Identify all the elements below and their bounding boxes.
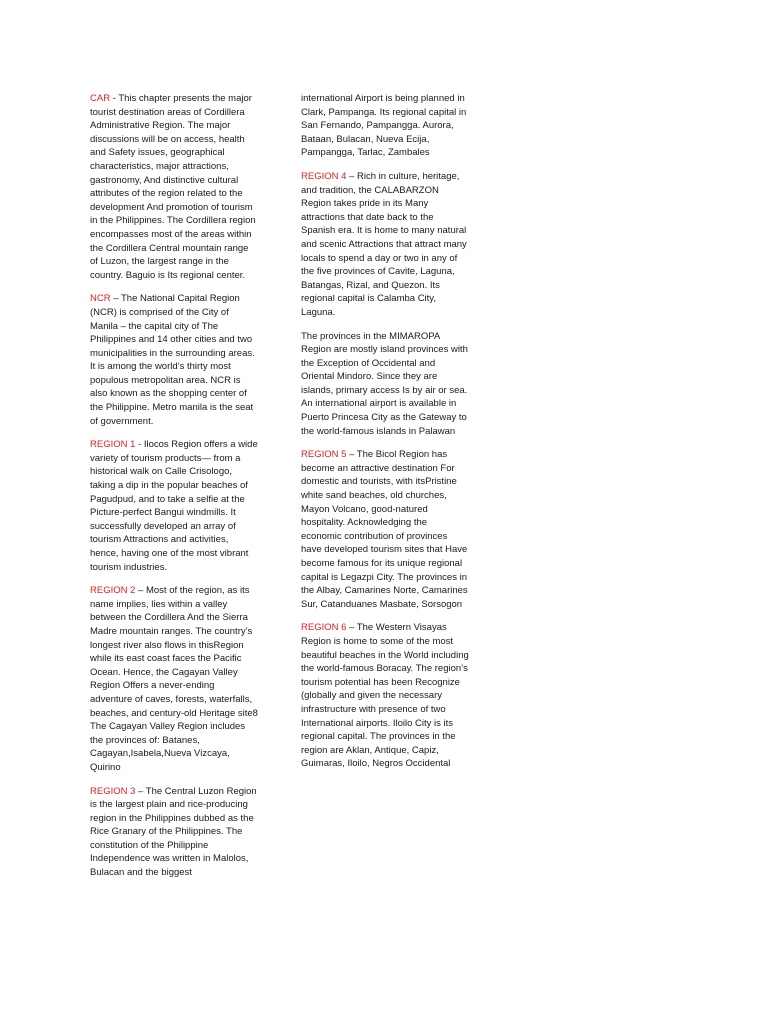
- paragraph-region-4: [301, 170, 469, 320]
- region-label: REGION 2: [90, 585, 136, 597]
- paragraph-region-3-continued: [301, 92, 469, 160]
- paragraph-ncr: [90, 292, 258, 428]
- paragraph-region-1: [90, 438, 258, 574]
- region-label: REGION 6: [301, 622, 347, 634]
- paragraph-mimaropa: [301, 330, 469, 439]
- paragraph-text: The provinces in the MIMAROPA Region are mostly island provinces with the Exception of Occidental and Oriental Mindoro. Since they are islands, primary access Is by air or sea. An international airport is available in Puerto Princesa City as the Gateway to the world-famous islands in Palawan: [301, 330, 468, 437]
- paragraph-text: – The Central Luzon Region is the largest plain and rice-producing region in the Philippines dubbed as the Rice Granary of the Philippines. The constitution of the Philippine Independence was written in Malolos, Bulacan and the biggest: [90, 785, 257, 879]
- region-label: NCR: [90, 293, 111, 305]
- paragraph-text: – The National Capital Region (NCR) is comprised of the City of Manila – the capital city of The Philippines and 14 other cities and two municipalities in the surrounding areas. It is among the world’s thirty most populous metropolitan area. NCR is also known as the shopping center of the Philippine. Metro manila is the seat of government.: [90, 293, 255, 427]
- paragraph-text: - Ilocos Region offers a wide variety of tourism products— from a historical walk on Calle Crisologo, taking a dip in the popular beaches of Pagudpud, and to take a selfie at the Picture-perfect Bangui windmills. It successfully developed an array of tourism Attractions and activities, hence, having one of the most vibrant tourism industries.: [90, 439, 258, 573]
- paragraph-text: – Rich in culture, heritage, and tradition, the CALABARZON Region takes pride in its Many attractions that date back to the Spanish era. It is home to many natural and scenic Attractions that attract many locals to spend a day or two in any of the five provinces of Cavite, Laguna, Batangas, Rizal, and Quezon. Its regional capital is Calamba City, Laguna.: [301, 170, 467, 318]
- paragraph-car: [90, 92, 258, 282]
- region-label: CAR: [90, 93, 111, 104]
- paragraph-region-2: [90, 584, 258, 774]
- paragraph-text: international Airport is being planned in Clark, Pampanga. Its regional capital in San Fernando, Pampangga. Aurora, Bataan, Bulacan, Nueva Ecija, Pampangga, Tarlac, Zambales: [301, 93, 467, 159]
- region-label: REGION 4: [301, 170, 347, 182]
- paragraph-region-6: [301, 621, 469, 771]
- paragraph-text: – The Western Visayas Region is home to some of the most beautiful beaches in the World including the world-famous Boracay. The region’s tourism potential has been Recognize (globally and given the necessary infrastructure with presence of two International airports. Iloilo City is its regional capital. The provinces in the region are Aklan, Antique, Capiz, Guimaras, Iloilo, Negros Occidental: [301, 622, 469, 770]
- paragraph-text: – The Bicol Region has become an attractive destination For domestic and tourists, with itsPristine white sand beaches, old churches, Mayon Volcano, good-natured hospitality. Acknowledging the economic contribution of provinces have developed tourism sites that Have become famous for its unique regional capital is Legazpi City. The provinces in the Albay, Camarines Norte, Camarines Sur, Catanduanes Masbate, Sorsogon: [301, 449, 468, 610]
- right-column: [301, 92, 469, 781]
- region-label: REGION 5: [301, 449, 347, 461]
- region-label: REGION 3: [90, 785, 136, 797]
- paragraph-region-3: [90, 785, 258, 880]
- region-label: REGION 1: [90, 439, 136, 451]
- left-column: [90, 92, 258, 890]
- paragraph-region-5: [301, 448, 469, 611]
- paragraph-text: - This chapter presents the major tourist destination areas of Cordillera Administrative Region. The major discussions will be on access, health and Safety issues, geographical characteristics, major attractions, gastronomy, And distinctive cultural attributes of the region related to the development And promotion of tourism in the Philippines. The Cordillera region encompasses most of the areas within the Cordillera Central mountain range of Luzon, the largest range in the country. Baguio is Its regional center.: [90, 93, 256, 281]
- paragraph-text: – Most of the region, as its name implies, lies within a valley between the Cordillera And the Sierra Madre mountain ranges. The country’s longest river also flows in thisRegion while its east coast faces the Pacific Ocean. Hence, the Cagayan Valley Region Offers a never-ending adventure of caves, forests, waterfalls, beaches, and century-old Heritage site8 The Cagayan Valley Region includes the provinces of: Batanes, Cagayan,Isabela,Nueva Vizcaya, Quirino: [90, 585, 258, 773]
